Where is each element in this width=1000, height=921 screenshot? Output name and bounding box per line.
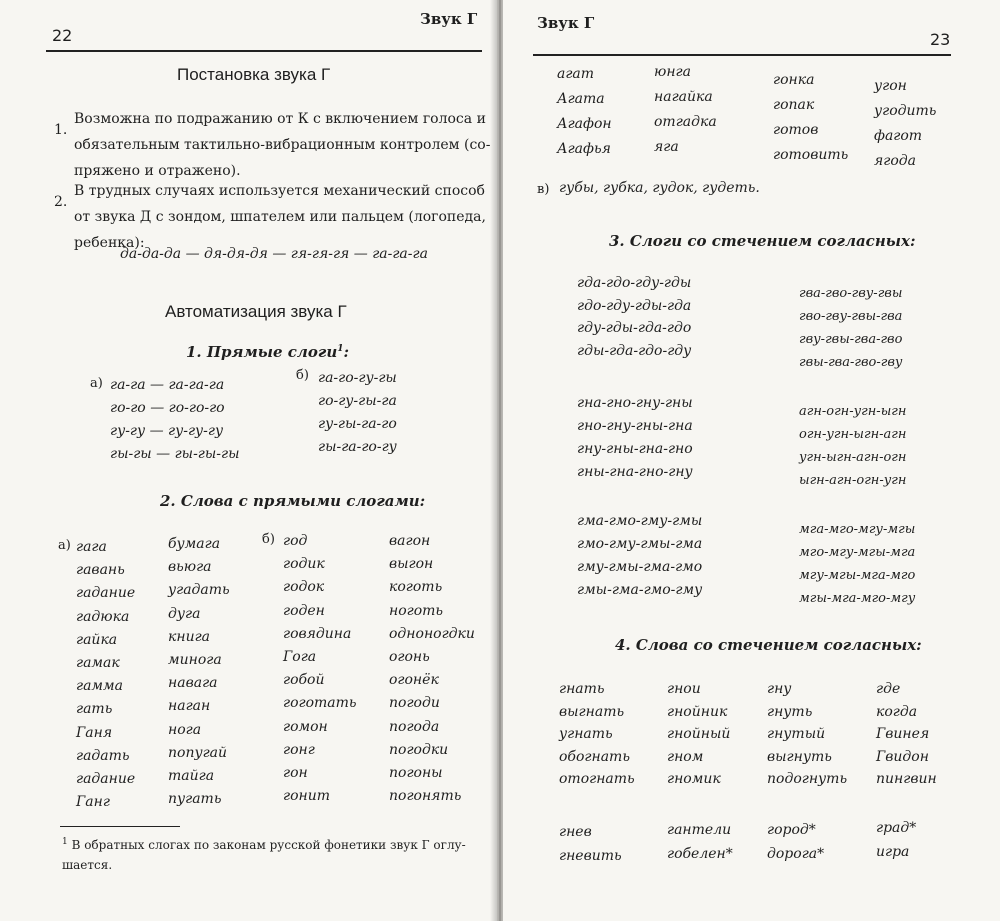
word-item: минога bbox=[168, 652, 222, 669]
word-item: книга bbox=[168, 628, 211, 645]
word-item: фагот bbox=[874, 128, 923, 144]
page-number: 23 bbox=[930, 30, 951, 49]
syllable-row: огн-угн-ыгн-агн bbox=[799, 427, 907, 442]
syllable-row: га-го-гу-гы bbox=[318, 370, 397, 386]
syllable-row: гы-га-го-гу bbox=[318, 439, 397, 455]
word-item: годок bbox=[283, 579, 325, 596]
syllable-row: мга-мго-мгу-мгы bbox=[799, 522, 916, 537]
line-v-text: губы, губка, гудок, гудеть. bbox=[559, 180, 760, 196]
word-item: игра bbox=[876, 844, 910, 860]
word-item: погоны bbox=[389, 765, 443, 782]
syllable-row: угн-ыгн-агн-огн bbox=[799, 450, 907, 465]
syllable-row: га-га — га-га-га bbox=[110, 377, 225, 393]
section4-heading: 4. Слова со стечением согласных: bbox=[615, 636, 922, 654]
word-item: огонь bbox=[389, 649, 430, 666]
word-item: гать bbox=[76, 701, 113, 718]
word-item: гонг bbox=[283, 741, 315, 758]
word-item: гнойный bbox=[667, 726, 731, 743]
section3-group2-right bbox=[799, 400, 906, 492]
word-item: тайга bbox=[168, 768, 215, 785]
section1-heading-tail: : bbox=[343, 343, 350, 361]
word-item: гнуть bbox=[767, 703, 813, 720]
syllable-row: гу-гу — гу-гу-гу bbox=[110, 423, 224, 439]
header-rule bbox=[46, 50, 482, 52]
word-item: коготь bbox=[389, 579, 443, 596]
word-item: Агата bbox=[557, 91, 605, 107]
setup-item-1-num: 1. bbox=[54, 122, 68, 138]
footnote-ref: 1 bbox=[337, 344, 344, 354]
word-item: гамма bbox=[76, 678, 123, 695]
word-item: гном bbox=[667, 748, 704, 765]
syllable-row: мго-мгу-мгы-мга bbox=[799, 545, 916, 560]
footnote bbox=[62, 832, 466, 875]
word-item: погонять bbox=[389, 788, 462, 805]
word-item: дорога* bbox=[767, 846, 825, 862]
section2-label-b: б) bbox=[262, 532, 275, 547]
running-head: Звук Г bbox=[537, 14, 595, 32]
word-item: дуга bbox=[168, 605, 201, 622]
word-item: гадать bbox=[76, 747, 130, 764]
running-head: Звук Г bbox=[420, 10, 478, 28]
word-item: город* bbox=[767, 822, 816, 838]
word-item: гайка bbox=[76, 631, 118, 648]
section1-col-a bbox=[110, 374, 239, 466]
word-item: отогнать bbox=[559, 771, 635, 788]
word-item: гавань bbox=[76, 562, 125, 579]
word-item: готовить bbox=[773, 147, 849, 163]
section4-block1-col3 bbox=[767, 678, 847, 791]
syllable-row: гда-гдо-гду-гды bbox=[577, 275, 692, 291]
word-item: юнга bbox=[654, 64, 691, 80]
word-item: Гвидон bbox=[876, 748, 929, 765]
word-item: погоди bbox=[389, 695, 440, 712]
section1-label-a: а) bbox=[90, 376, 103, 391]
setup-item-2-line: от звука Д с зондом, шпателем или пальцем (логопеда, bbox=[74, 209, 486, 225]
syllable-row: гду-гды-гда-гдо bbox=[577, 320, 692, 336]
word-item: говядина bbox=[283, 625, 352, 642]
word-item: пугать bbox=[168, 791, 222, 808]
word-item: гадание bbox=[76, 585, 136, 602]
word-item: попугай bbox=[168, 744, 228, 761]
top-words-col3 bbox=[773, 68, 848, 168]
word-item: гобой bbox=[283, 672, 325, 689]
section4-block2-col3 bbox=[767, 818, 824, 866]
word-item: годик bbox=[283, 556, 325, 573]
word-item: агат bbox=[557, 66, 595, 82]
footnote-line: шается. bbox=[62, 858, 113, 872]
word-item: гантели bbox=[667, 822, 732, 838]
syllable-row: гно-гну-гны-гна bbox=[577, 418, 693, 434]
footnote-mark: 1 bbox=[62, 837, 68, 847]
setup-item-1-line: пряжено и отражено). bbox=[74, 163, 241, 179]
setup-item-2-line: ребенка): bbox=[74, 235, 145, 251]
section1-heading bbox=[186, 343, 349, 361]
word-item: ноготь bbox=[389, 602, 444, 619]
word-item: ягода bbox=[874, 153, 916, 169]
syllable-row: гмо-гму-гмы-гма bbox=[577, 536, 703, 552]
header-rule bbox=[533, 54, 951, 56]
top-words-col4 bbox=[874, 74, 936, 174]
word-item: навага bbox=[168, 675, 218, 692]
word-item: выгон bbox=[389, 556, 434, 573]
syllable-row: мгу-мгы-мга-мго bbox=[799, 568, 916, 583]
word-item: гобелен* bbox=[667, 846, 733, 862]
word-item: Агафон bbox=[557, 116, 612, 132]
syllable-row: гны-гна-гно-гну bbox=[577, 464, 693, 480]
section4-block2-col1 bbox=[559, 820, 622, 868]
syllable-row: гва-гво-гву-гвы bbox=[799, 286, 903, 301]
word-item: гнев bbox=[559, 824, 592, 840]
section4-block1-col4 bbox=[876, 678, 937, 791]
syllable-row: мгы-мга-мго-мгу bbox=[799, 591, 916, 606]
syllable-row: гво-гву-гвы-гва bbox=[799, 309, 903, 324]
word-item: Гвинея bbox=[876, 726, 930, 743]
word-item: погода bbox=[389, 718, 440, 735]
word-item: угон bbox=[874, 78, 907, 94]
word-item: подогнуть bbox=[767, 771, 848, 788]
page-number: 22 bbox=[52, 26, 73, 45]
right-page bbox=[503, 0, 1000, 921]
word-item: Ганя bbox=[76, 724, 113, 741]
section2-col3 bbox=[283, 530, 357, 808]
word-item: гнойник bbox=[667, 703, 728, 720]
section3-group3-right bbox=[799, 518, 915, 610]
title-setup: Постановка звука Г bbox=[177, 65, 331, 84]
section4-block2-col4 bbox=[876, 816, 916, 864]
syllable-row: гму-гмы-гма-гмо bbox=[577, 559, 703, 575]
word-item: отгадка bbox=[654, 114, 717, 130]
syllable-row: го-го — го-го-го bbox=[110, 400, 225, 416]
syllable-row: агн-огн-угн-ыгн bbox=[799, 404, 907, 419]
setup-item-2-line: В трудных случаях используется механический способ bbox=[74, 183, 485, 199]
word-item: гадание bbox=[76, 771, 136, 788]
footnote-rule bbox=[60, 826, 180, 827]
word-item: где bbox=[876, 681, 901, 697]
word-item: яга bbox=[654, 139, 679, 155]
section4-block1-col2 bbox=[667, 678, 730, 791]
section1-label-b: б) bbox=[296, 368, 309, 383]
word-item: гнать bbox=[559, 681, 605, 697]
setup-item-1-line: обязательным тактильно-вибрационным контролем (со- bbox=[74, 137, 491, 153]
syllable-row: гву-гвы-гва-гво bbox=[799, 332, 903, 347]
syllable-row: ыгн-агн-огн-угн bbox=[799, 473, 907, 488]
word-item: обогнать bbox=[559, 748, 630, 765]
syllable-row: гну-гны-гна-гно bbox=[577, 441, 693, 457]
title-automation: Автоматизация звука Г bbox=[165, 302, 347, 321]
top-words-col1 bbox=[557, 62, 612, 162]
section3-heading: 3. Слоги со стечением согласных: bbox=[609, 232, 916, 250]
word-item: гамак bbox=[76, 655, 120, 672]
word-item: угодить bbox=[874, 103, 937, 119]
word-item: гну bbox=[767, 681, 792, 697]
word-item: гопак bbox=[773, 97, 815, 113]
word-item: огонёк bbox=[389, 672, 439, 689]
word-item: гоготать bbox=[283, 695, 357, 712]
section2-heading: 2. Слова с прямыми слогами: bbox=[160, 492, 426, 510]
word-item: бумага bbox=[168, 536, 221, 552]
word-item: гномик bbox=[667, 771, 721, 788]
section3-group1-left bbox=[577, 272, 691, 362]
word-item: гон bbox=[283, 765, 308, 782]
word-item: готов bbox=[773, 122, 819, 138]
setup-item-1-line: Возможна по подражанию от К с включением голоса и bbox=[74, 111, 486, 127]
word-item: вагон bbox=[389, 533, 431, 549]
section3-group3-left bbox=[577, 510, 702, 602]
left-page bbox=[0, 0, 497, 921]
word-item: погодки bbox=[389, 741, 449, 758]
section3-group2-left bbox=[577, 392, 693, 484]
word-item: Ганг bbox=[76, 794, 110, 811]
word-item: пингвин bbox=[876, 771, 937, 788]
setup-item-2 bbox=[74, 178, 486, 256]
line-v-label: в) bbox=[537, 182, 550, 197]
syllable-row: гна-гно-гну-гны bbox=[577, 395, 693, 411]
section2-col4 bbox=[389, 530, 475, 808]
word-item: год bbox=[283, 533, 308, 549]
word-item: угнать bbox=[559, 726, 613, 743]
word-item: гневить bbox=[559, 848, 622, 864]
section1-heading-text: 1. Прямые слоги bbox=[186, 343, 338, 361]
syllable-row: гдо-гду-гды-гда bbox=[577, 297, 692, 314]
word-item: угадать bbox=[168, 582, 230, 599]
word-item: нагайка bbox=[654, 89, 713, 105]
word-item: гнои bbox=[667, 681, 701, 697]
word-item: гонит bbox=[283, 788, 331, 805]
word-item: нога bbox=[168, 721, 202, 738]
syllable-row: гма-гмо-гму-гмы bbox=[577, 513, 703, 529]
word-item: выгнуть bbox=[767, 748, 832, 765]
section3-group1-right bbox=[799, 282, 902, 374]
word-item: выгнать bbox=[559, 703, 625, 720]
top-words-col2 bbox=[654, 60, 717, 160]
section2-col1 bbox=[76, 536, 135, 814]
section2-label-a: а) bbox=[58, 538, 71, 553]
section4-block2-col2 bbox=[667, 818, 733, 866]
word-item: одноногдки bbox=[389, 625, 475, 642]
syllable-row: го-гу-гы-га bbox=[318, 393, 397, 409]
word-item: годен bbox=[283, 602, 325, 619]
word-item: вьюга bbox=[168, 559, 212, 576]
footnote-line: В обратных слогах по законам русской фонетики звук Г оглу- bbox=[71, 838, 466, 852]
syllable-row: гу-гы-га-го bbox=[318, 416, 397, 432]
word-item: когда bbox=[876, 703, 918, 720]
word-item: гадюка bbox=[76, 608, 130, 625]
setup-item-2-num: 2. bbox=[54, 194, 68, 210]
section1-col-b bbox=[318, 367, 397, 459]
word-item: Агафья bbox=[557, 141, 611, 157]
word-item: гонка bbox=[773, 72, 815, 88]
setup-item-1 bbox=[74, 106, 490, 184]
word-item: Гога bbox=[283, 649, 317, 666]
word-item: град* bbox=[876, 820, 917, 836]
setup-example: да-да-да — дя-дя-дя — гя-гя-гя — га-га-га bbox=[120, 246, 428, 262]
word-item: гага bbox=[76, 539, 107, 555]
syllable-row: гмы-гма-гмо-гму bbox=[577, 582, 703, 598]
section4-block1-col1 bbox=[559, 678, 635, 791]
word-item: гомон bbox=[283, 718, 328, 735]
syllable-row: гвы-гва-гво-гву bbox=[799, 355, 903, 370]
section2-col2 bbox=[168, 533, 230, 811]
syllable-row: гды-гда-гдо-гду bbox=[577, 342, 692, 359]
syllable-row: гы-гы — гы-гы-гы bbox=[110, 446, 240, 462]
word-item: гнутый bbox=[767, 726, 826, 743]
word-item: наган bbox=[168, 698, 211, 715]
